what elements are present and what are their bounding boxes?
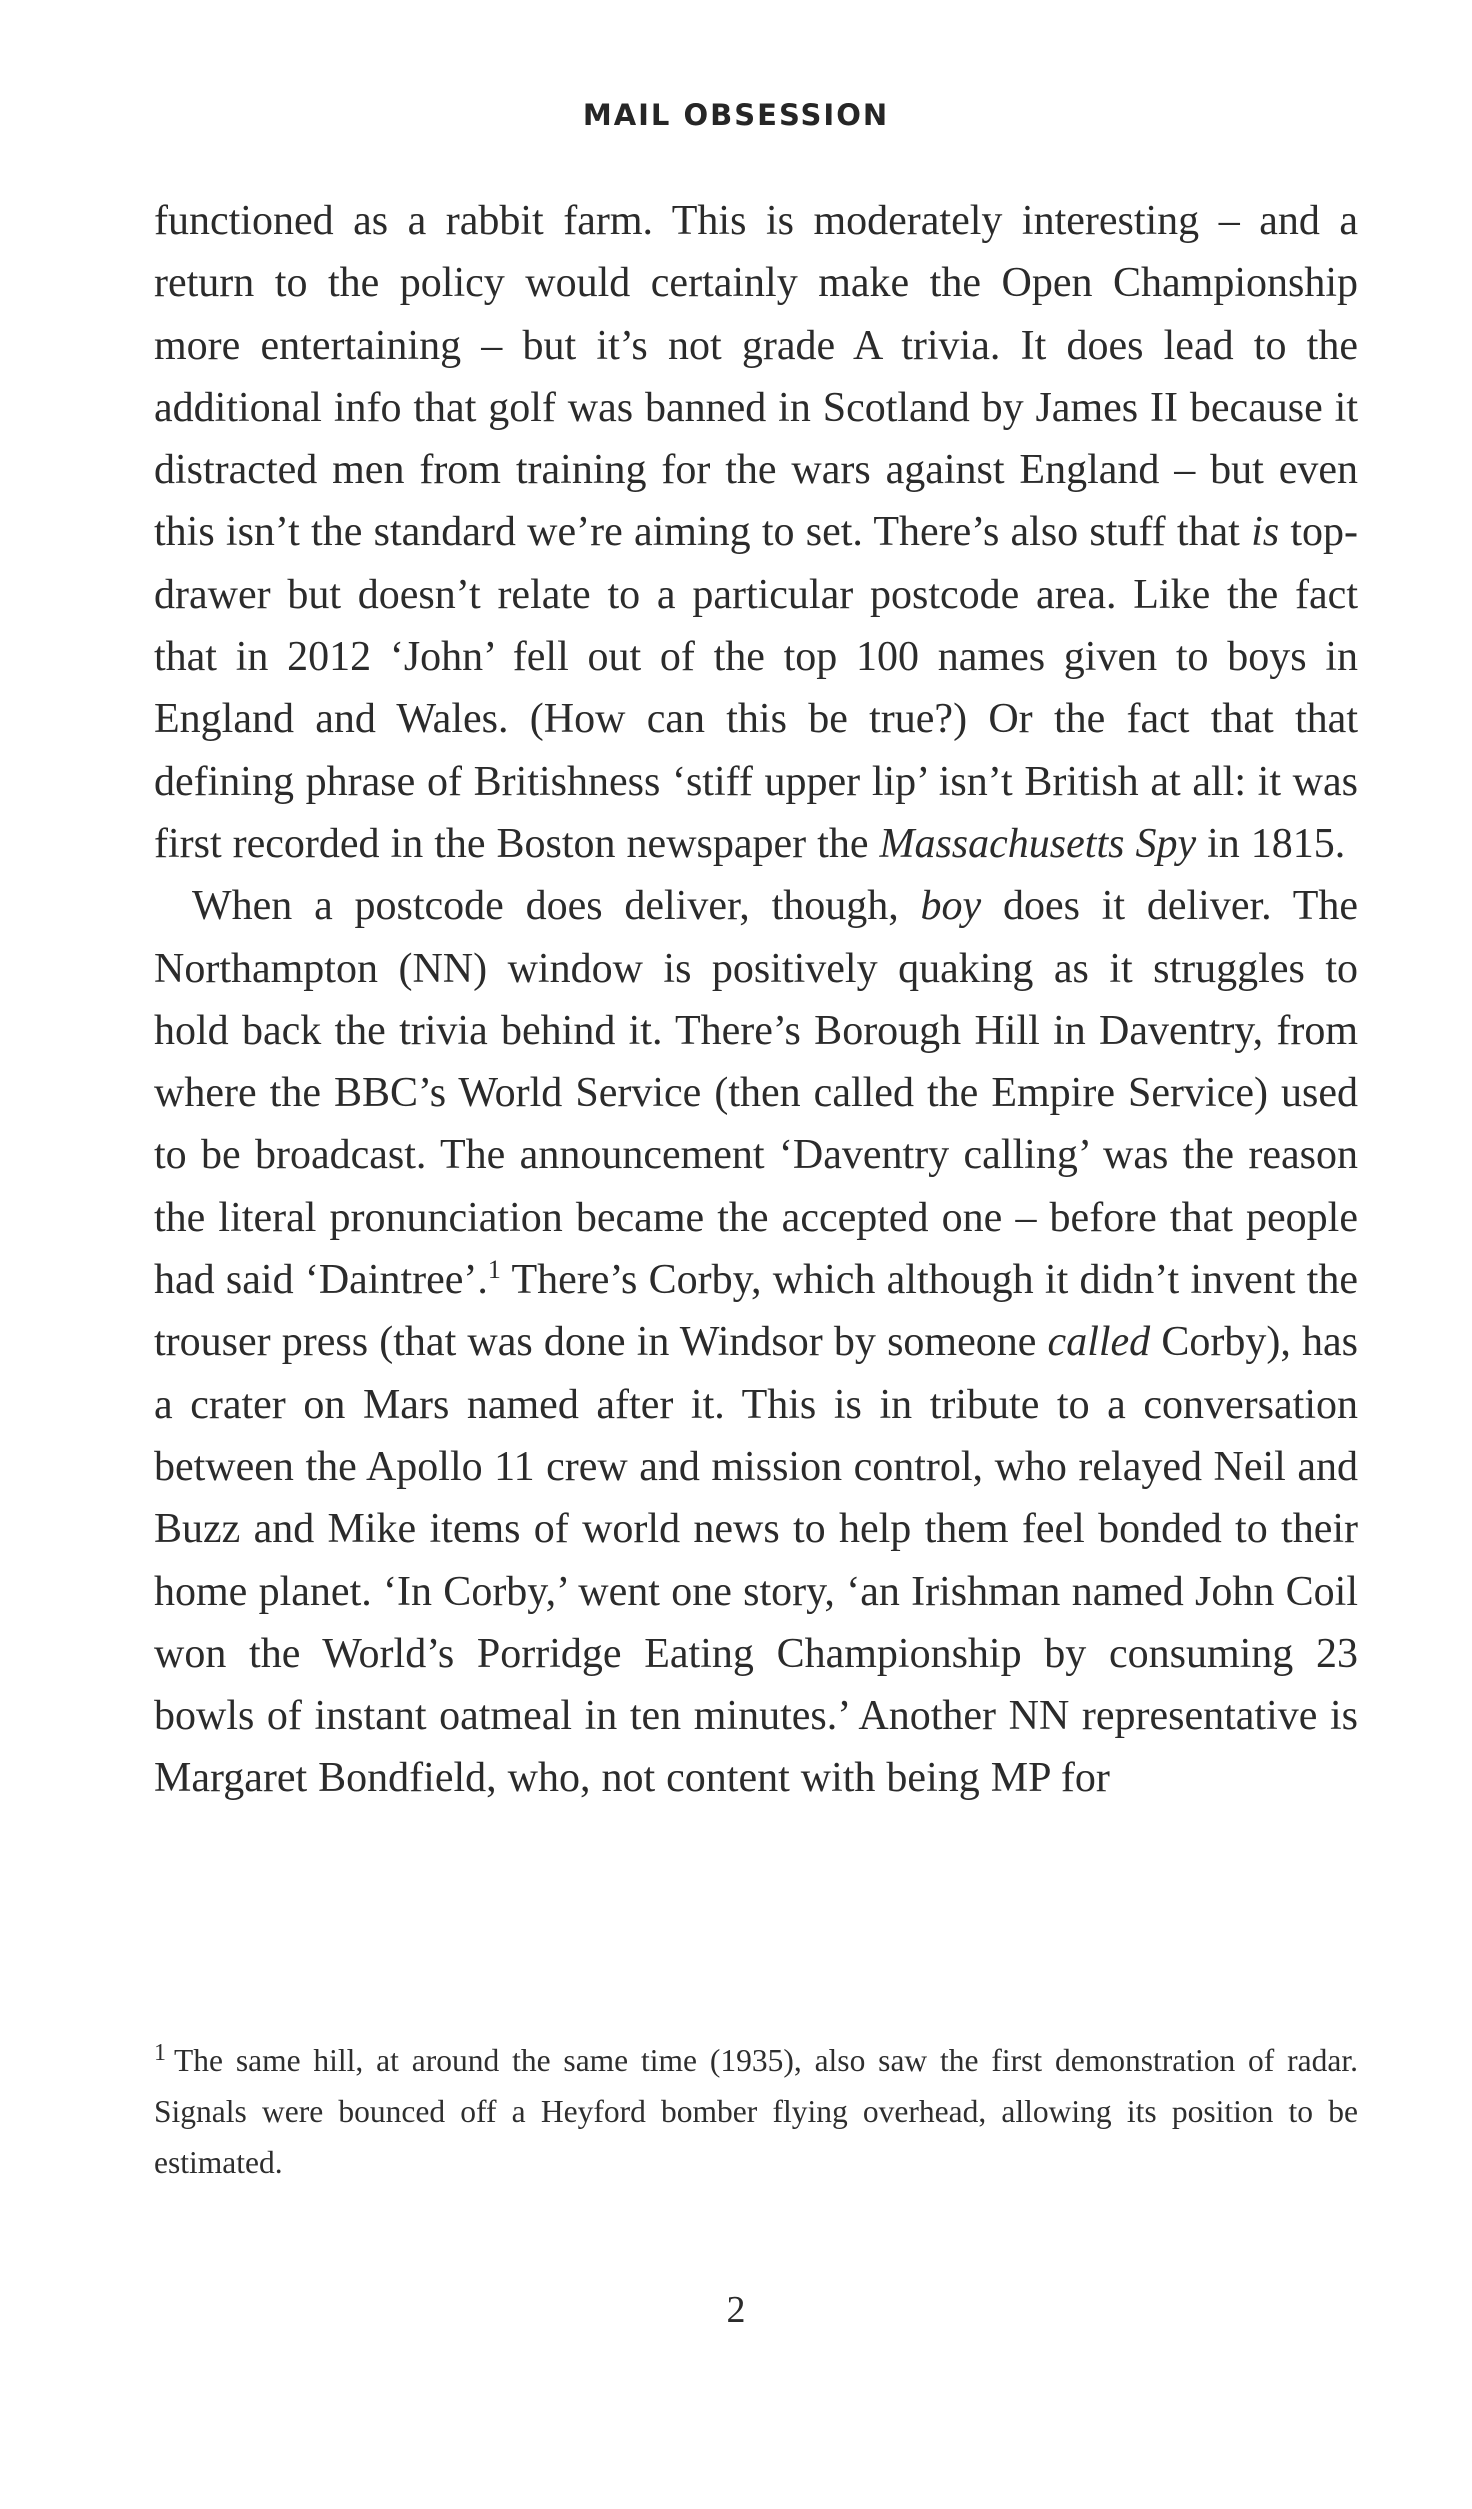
- paragraph-2-text-3: There’s Corby, which although it didn’t invent the trouser press (that was done in Windsor by someone: [154, 1257, 1358, 1366]
- running-head: MAIL OBSESSION: [582, 98, 890, 132]
- paragraph-2-text-2: does it deliver. The Northampton (NN) window is positively quaking as it struggles to hold back the trivia behind it. There’s Borough Hill in Daventry, from where the BBC’s World Service (then called the Empire Service) used to be broadcast. The announcement ‘Daventry calling’ was the reason the literal pronunciation became the accepted one – before that people had said ‘Daintree’.: [154, 883, 1358, 1304]
- body-text: [154, 190, 1358, 1810]
- paragraph-2-text-4: Corby), has a crater on Mars named after it. This is in tribute to a conversation between the Apollo 11 crew and mission control, who relayed Neil and Buzz and Mike items of world news to help them feel bonded to their home planet. ‘In Corby,’ went one story, ‘an Irishman named John Coil won the World’s Porridge Eating Championship by consuming 23 bowls of instant oatmeal in ten minutes.’ Another NN representative is Margaret Bondfield, who, not content with being MP for: [154, 1319, 1358, 1802]
- page-number: 2: [726, 2289, 746, 2331]
- paragraph-1: [154, 190, 1358, 875]
- paragraph-1-emphasis-1: is: [1251, 509, 1280, 556]
- footnote-reference[interactable]: 1: [487, 1255, 501, 1285]
- footnote-marker: 1: [154, 2039, 166, 2066]
- paragraph-1-text-2: top-drawer but doesn’t relate to a particular postcode area. Like the fact that in 2012 ‘John’ fell out of the top 100 names given to boys in England and Wales. (How can this be true?) Or the fact that that defining phrase of Britishness ‘stiff upper lip’ isn’t British at all: it was first recorded in the Boston newspaper the: [154, 509, 1358, 867]
- paragraph-2-emphasis-2: called: [1047, 1319, 1151, 1366]
- paragraph-2-emphasis-1: boy: [920, 883, 982, 930]
- paragraph-2-text-1: When a postcode does deliver, though,: [192, 883, 921, 930]
- footnote: [154, 2035, 1358, 2188]
- paragraph-1-text-3: in 1815.: [1196, 820, 1346, 867]
- paragraph-1-text-1: functioned as a rabbit farm. This is moderately interesting – and a return to the policy would certainly make the Open Championship more entertaining – but it’s not grade A trivia. It does lead to the additional info that golf was banned in Scotland by James II because it distracted men from training for the wars against England – but even this isn’t the standard we’re aiming to set. There’s also stuff that: [154, 198, 1358, 556]
- paragraph-1-emphasis-2: Massachusetts Spy: [879, 820, 1197, 867]
- footnote-text: The same hill, at around the same time (1935), also saw the first demonstration of radar. Signals were bounced off a Heyford bomber flying overhead, allowing its position to be estimated.: [154, 2043, 1358, 2180]
- paragraph-2: [154, 875, 1358, 1809]
